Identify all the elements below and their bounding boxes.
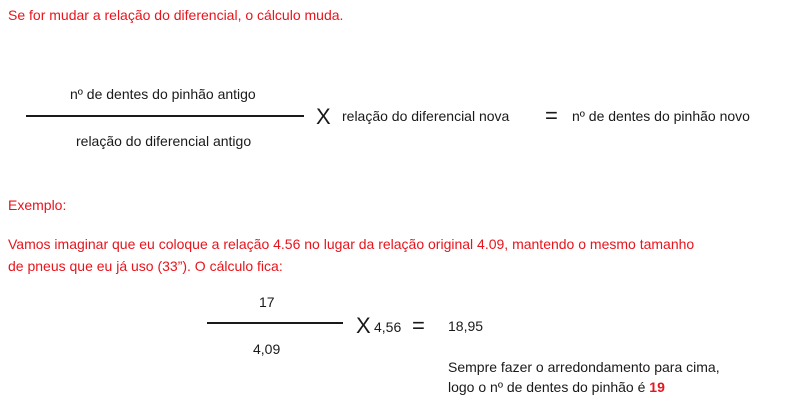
example-label: Exemplo:	[8, 197, 67, 213]
formula-times-sign: X	[316, 104, 331, 129]
note-line-1: Sempre fazer o arredondamento para cima,	[448, 359, 720, 375]
calc-result: 18,95	[448, 318, 484, 334]
calc-denominator: 4,09	[253, 341, 281, 357]
note-line-2	[448, 379, 665, 395]
formula-equals-sign: =	[545, 103, 558, 128]
note-line-2-text: logo o nº de dentes do pinhão é	[448, 379, 650, 395]
calc-times-sign: X	[356, 313, 371, 338]
note-answer-value: 19	[649, 379, 665, 395]
calc-multiplier: 4,56	[374, 319, 402, 335]
formula-denominator: relação do diferencial antigo	[76, 133, 252, 149]
example-text-line-1: Vamos imaginar que eu coloque a relação 4.56 no lugar da relação original 4.09, mantendo o mesmo tamanho	[8, 236, 695, 252]
example-text-line-2: de pneus que eu já uso (33”). O cálculo fica:	[8, 258, 283, 274]
calc-equals-sign: =	[412, 313, 425, 338]
calc-fraction-bar	[207, 322, 343, 324]
formula-multiplier: relação do diferencial nova	[342, 108, 510, 124]
formula-numerator: nº de dentes do pinhão antigo	[70, 86, 256, 102]
intro-text: Se for mudar a relação do diferencial, o cálculo muda.	[8, 7, 344, 23]
formula-result: nº de dentes do pinhão novo	[572, 108, 750, 124]
formula-fraction-bar	[26, 115, 304, 117]
calc-numerator: 17	[259, 294, 275, 310]
